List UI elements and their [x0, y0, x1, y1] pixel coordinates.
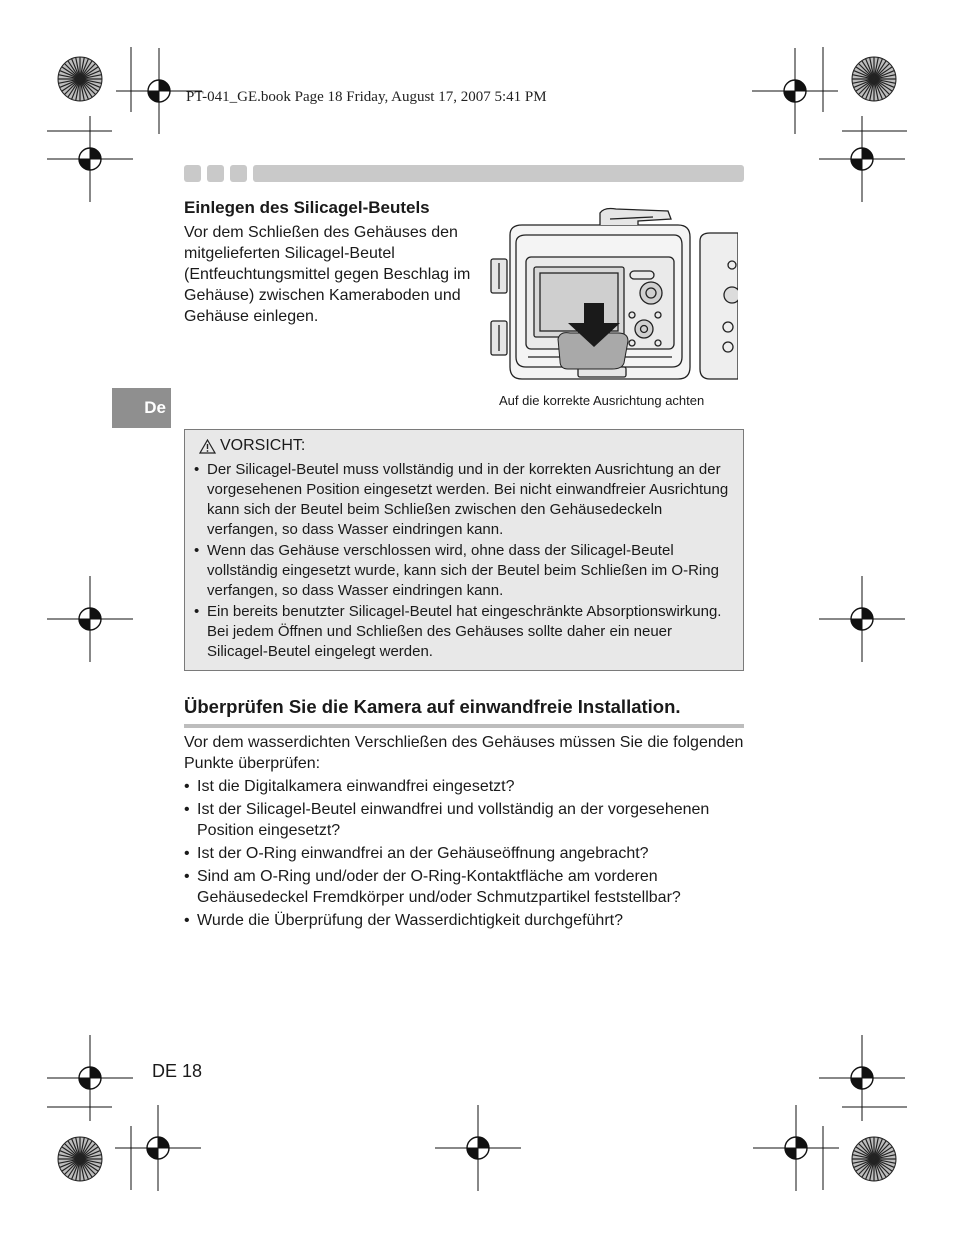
caution-item: • Ein bereits benutzter Silicagel-Beutel hat eingeschränkte Absorptionswirkung. Bei jedem Öffnen und Schließen des Gehäuses sollte daher ein neuer Silicagel-Beutel eingelegt werden. — [193, 602, 733, 662]
checklist-item: • Wurde die Überprüfung der Wasserdichtigkeit durchgeführt? — [184, 910, 744, 931]
heading-rule — [184, 724, 744, 728]
caution-item: • Der Silicagel-Beutel muss vollständig und in der korrekten Ausrichtung an der vorgesehenen Position eingesetzt werden. Bei nicht einwandfreier Ausrichtung kann sich der Beutel beim Schließen zwischen den Gehäusedeckeln verfangen, so dass Wasser eindringen kann. — [193, 460, 733, 540]
print-header: PT-041_GE.book Page 18 Friday, August 17, 2007 5:41 PM — [186, 89, 547, 105]
checklist-item: • Ist der O-Ring einwandfrei an der Gehäuseöffnung angebracht? — [184, 843, 744, 864]
caution-list — [193, 460, 733, 663]
housing-illustration — [488, 207, 738, 385]
header-square — [230, 165, 247, 182]
header-square — [207, 165, 224, 182]
install-heading: Überprüfen Sie die Kamera auf einwandfreie Installation. — [184, 696, 681, 717]
caution-header — [199, 437, 305, 455]
section-header-bar — [184, 165, 744, 182]
header-long-bar — [253, 165, 744, 182]
silica-section-title: Einlegen des Silicagel-Beutels — [184, 198, 430, 217]
caution-item: • Wenn das Gehäuse verschlossen wird, ohne dass der Silicagel-Beutel vollständig eingesetzt wurde, kann sich der Beutel beim Schließen im O-Ring verfangen, so dass Wasser eindringen kann. — [193, 541, 733, 601]
caution-label: VORSICHT: — [220, 437, 306, 454]
figure-caption: Auf die korrekte Ausrichtung achten — [499, 393, 705, 408]
silica-section-body: Vor dem Schließen des Gehäuses den mitgelieferten Silicagel-Beutel (Entfeuchtungsmittel gegen Beschlag im Gehäuse) zwischen Kameraboden und Gehäuse einlegen. — [184, 224, 471, 325]
caution-box — [184, 429, 744, 671]
install-intro: Vor dem wasserdichten Verschließen des Gehäuses müssen Sie die folgenden Punkte überprüfen: — [184, 734, 744, 772]
language-tab: De — [112, 388, 171, 428]
page-number: DE 18 — [152, 1061, 203, 1081]
warning-triangle-icon — [199, 439, 216, 454]
checklist-item: • Ist der Silicagel-Beutel einwandfrei und vollständig an der vorgesehenen Position eingesetzt? — [184, 799, 744, 841]
install-checklist — [184, 776, 744, 933]
header-square — [184, 165, 201, 182]
checklist-item: • Ist die Digitalkamera einwandfrei eingesetzt? — [184, 776, 744, 797]
checklist-item: • Sind am O-Ring und/oder der O-Ring-Kontaktfläche am vorderen Gehäusedeckel Fremdkörper und/oder Schmutzpartikel feststellbar? — [184, 866, 744, 908]
